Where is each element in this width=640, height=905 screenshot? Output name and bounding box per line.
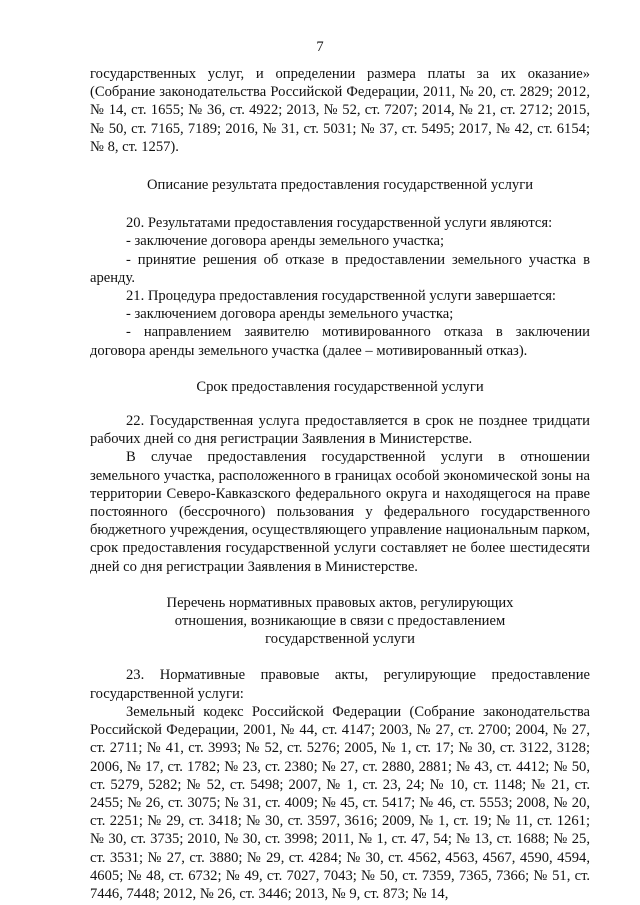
list-item: - заключение договора аренды земельного участка; — [126, 233, 445, 250]
paragraph-22: 22. Государственная услуга предоставляется в срок не позднее тридцати рабочих дней со дня регистрации Заявления в Министерстве. — [90, 413, 590, 448]
heading-line: государственной услуги — [265, 631, 415, 648]
paragraph-special-case: В случае предоставления государственной услуги в отношении земельного участка, расположенного в границах особой экономической зоны на территории Северо-Кавказского федерального округа и находящегося на праве постоянного (бессрочного) пользования у федерального государственного бюджетного учреждения, осуществляющего управление национальным парком, срок предоставления государственной услуги составляет не более шестидесяти дней со дня регистрации Заявления в Министерстве. — [90, 449, 590, 575]
document-body — [90, 65, 590, 903]
section-heading-term: Срок предоставления государственной услуги — [196, 378, 484, 395]
list-item: - направлением заявителю мотивированного отказа в заключении договора аренды земельного участка (далее – мотивированный отказ). — [90, 324, 590, 359]
paragraph-land-code: Земельный кодекс Российской Федерации (Собрание законодательства Российской Федерации, 2001, № 44, ст. 4147; 2003, № 27, ст. 2700; 2004, № 27, ст. 2711; № 41, ст. 3993; № 52, ст. 5276; 2005, № 1, ст. 17; № 30, ст. 3122, 3128; 2006, № 17, ст. 1782; № 23, ст. 2380; № 27, ст. 2880, 2881; № 43, ст. 4412; № 50, ст. 5279, 5282; № 52, ст. 5498; 2007, № 1, ст. 23, 24; № 10, ст. 1148; № 21, ст. 2455; № 26, ст. 3075; № 31, ст. 4009; № 45, ст. 5417; № 46, ст. 5553; 2008, № 20, ст. 2251; № 29, ст. 3418; № 30, ст. 3597, 3616; 2009, № 1, ст. 19; № 11, ст. 1261; № 30, ст. 3735; 2010, № 30, ст. 3998; 2011, № 1, ст. 47, 54; № 13, ст. 1688; № 25, ст. 3531; № 27, ст. 3880; № 29, ст. 4284; № 30, ст. 4562, 4563, 4567, 4590, 4594, 4605; № 48, ст. 6732; № 49, ст. 7027, 7043; № 50, ст. 7359, 7365, 7366; № 51, ст. 7446, 7448; 2012, № 26, ст. 3446; 2013, № 9, ст. 873; № 14, — [90, 703, 590, 902]
heading-line: Перечень нормативных правовых актов, регулирующих — [166, 594, 514, 611]
intro-paragraph: государственных услуг, и определении размера платы за их оказание» (Собрание законодательства Российской Федерации, 2011, № 20, ст. 2829; 2012, № 14, ст. 1655; № 36, ст. 4922; 2013, № 52, ст. 7207; 2014, № 21, ст. 2712; 2015, № 50, ст. 7165, 7189; 2016, № 31, ст. 5031; № 37, ст. 5495; 2017, № 42, ст. 6154; № 8, ст. 1257). — [90, 66, 590, 155]
section-heading-result: Описание результата предоставления государственной услуги — [146, 177, 534, 194]
paragraph-21: 21. Процедура предоставления государственной услуги завершается: — [126, 288, 556, 305]
section-heading-legal-acts — [90, 594, 590, 649]
paragraph-20: 20. Результатами предоставления государственной услуги являются: — [126, 215, 553, 232]
page-number: 7 — [316, 39, 324, 55]
list-item: - принятие решения об отказе в предоставлении земельного участка в аренду. — [90, 251, 590, 286]
heading-line: отношения, возникающие в связи с предоставлением — [174, 613, 506, 630]
paragraph-23: 23. Нормативные правовые акты, регулирующие предоставление государственной услуги: — [90, 667, 590, 702]
list-item: - заключением договора аренды земельного участка; — [126, 306, 454, 323]
